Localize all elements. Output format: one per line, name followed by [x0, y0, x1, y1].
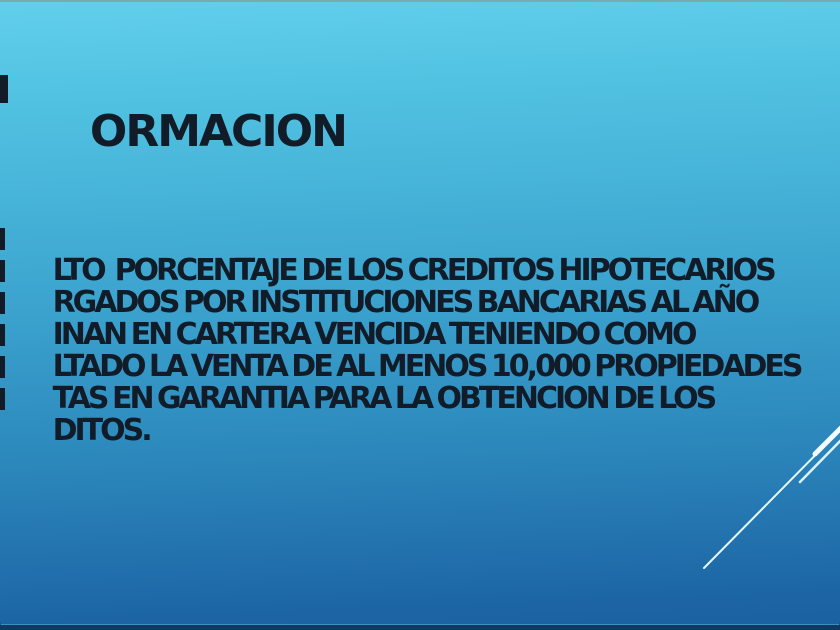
body-line-text: LTO PORCENTAJE DE LOS CREDITOS HIPOTECARIOS: [52, 253, 774, 288]
body-line-text: LTADO LA VENTA DE AL MENOS 10,000 PROPIEDADES: [52, 349, 801, 384]
body-line-text: INAN EN CARTERA VENCIDA TENIENDO COMO: [52, 317, 695, 352]
slide-body-text: [0, 223, 840, 448]
body-line: [0, 223, 840, 288]
slide-title-text: ORMACION: [89, 106, 346, 158]
body-line: [0, 319, 840, 384]
clipped-letter-fragment: [0, 228, 5, 250]
clipped-letter-fragment: [0, 356, 5, 378]
slide-bottom-edge: [0, 624, 840, 630]
clipped-letter-fragment: [0, 292, 5, 314]
body-line: [0, 287, 840, 352]
clipped-letter-fragment: [0, 260, 5, 282]
body-line-text: RGADOS POR INSTITUCIONES BANCARIAS AL AÑO: [52, 285, 758, 320]
clipped-letter-fragment: [0, 324, 5, 346]
body-line-text: TAS EN GARANTIA PARA LA OBTENCION DE LOS: [52, 381, 715, 416]
body-line-text: DITOS.: [52, 413, 150, 448]
body-line: [0, 351, 840, 416]
body-line: [0, 255, 840, 320]
clipped-letter-fragment: [0, 75, 8, 103]
slide-top-edge: [0, 0, 840, 2]
body-line: [0, 383, 840, 448]
slide-title: [0, 60, 346, 205]
clipped-letter-fragment: [0, 388, 5, 410]
